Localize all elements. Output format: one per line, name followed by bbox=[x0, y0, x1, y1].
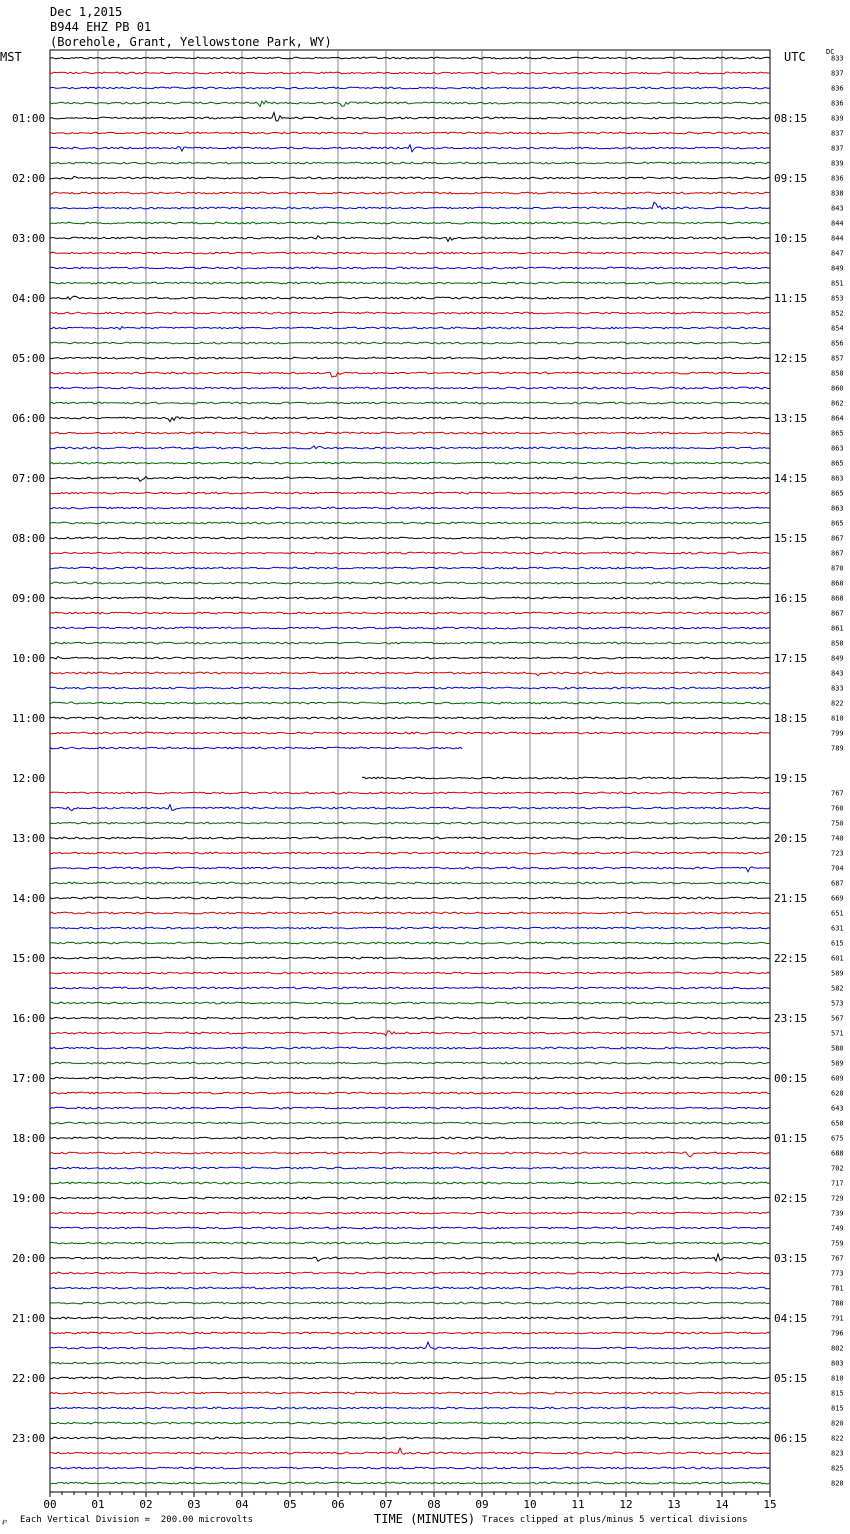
x-tick-label: 00 bbox=[43, 1498, 57, 1511]
dc-offset-label: 631 bbox=[831, 924, 844, 933]
utc-hour-label: 16:15 bbox=[774, 592, 808, 605]
utc-hour-label: 22:15 bbox=[774, 952, 808, 965]
trace-row bbox=[50, 957, 770, 959]
dc-offset-label: 863 bbox=[831, 474, 844, 483]
x-tick-label: 02 bbox=[139, 1498, 153, 1511]
dc-offset-label: 582 bbox=[831, 984, 844, 993]
trace-row bbox=[50, 702, 770, 704]
dc-offset-label: 628 bbox=[831, 1089, 844, 1098]
x-tick-label: 01 bbox=[91, 1498, 105, 1511]
utc-hour-label: 01:15 bbox=[774, 1132, 808, 1145]
utc-hour-label: 11:15 bbox=[774, 292, 808, 305]
dc-offset-label: 815 bbox=[831, 1404, 844, 1413]
mst-hour-label: 17:00 bbox=[12, 1072, 46, 1085]
trace-row bbox=[50, 792, 770, 794]
mst-hour-label: 06:00 bbox=[12, 412, 46, 425]
dc-offset-label: 849 bbox=[831, 264, 844, 273]
dc-offset-label: 651 bbox=[831, 909, 844, 918]
dc-offset-label: 609 bbox=[831, 1074, 844, 1083]
trace-row bbox=[50, 1227, 770, 1229]
dc-offset-label: 862 bbox=[831, 399, 844, 408]
trace-row bbox=[50, 477, 770, 482]
x-tick-label: 09 bbox=[475, 1498, 489, 1511]
trace-row bbox=[50, 1482, 770, 1484]
dc-offset-label: 839 bbox=[831, 114, 844, 123]
dc-offset-label: 833 bbox=[831, 54, 844, 63]
left-timezone-label: MST bbox=[0, 50, 22, 64]
trace-row bbox=[50, 327, 770, 330]
mst-hour-label: 07:00 bbox=[12, 472, 46, 485]
trace-row bbox=[50, 522, 770, 524]
mst-hour-label: 21:00 bbox=[12, 1312, 46, 1325]
trace-row bbox=[50, 1182, 770, 1184]
mst-hour-label: 18:00 bbox=[12, 1132, 46, 1145]
trace-row bbox=[50, 1152, 770, 1157]
dc-offset-label: 837 bbox=[831, 144, 844, 153]
dc-offset-label: 857 bbox=[831, 354, 844, 363]
x-tick-label: 12 bbox=[619, 1498, 633, 1511]
trace-row bbox=[50, 296, 770, 299]
trace-row bbox=[362, 777, 770, 779]
x-tick-label: 13 bbox=[667, 1498, 681, 1511]
dc-offset-label: 820 bbox=[831, 1419, 844, 1428]
dc-offset-label: 844 bbox=[831, 234, 844, 243]
trace-row bbox=[50, 987, 770, 989]
trace-row bbox=[50, 747, 462, 749]
trace-row bbox=[50, 446, 770, 449]
dc-offset-label: 799 bbox=[831, 729, 844, 738]
utc-hour-label: 23:15 bbox=[774, 1012, 808, 1025]
scale-note: Each Vertical Division = 200.00 microvolts bbox=[20, 1515, 253, 1525]
trace-row bbox=[50, 1317, 770, 1319]
trace-row bbox=[50, 1302, 770, 1304]
utc-hour-label: 21:15 bbox=[774, 892, 808, 905]
dc-offset-label: 760 bbox=[831, 804, 844, 813]
trace-row bbox=[50, 1254, 770, 1261]
plot-frame bbox=[50, 50, 770, 1492]
dc-offset-label: 854 bbox=[831, 324, 844, 333]
trace-row bbox=[50, 432, 770, 434]
mst-hour-label: 03:00 bbox=[12, 232, 46, 245]
trace-row bbox=[50, 1287, 770, 1289]
trace-row bbox=[50, 822, 770, 824]
utc-hour-label: 09:15 bbox=[774, 172, 808, 185]
trace-row bbox=[50, 101, 770, 107]
trace-row bbox=[50, 1377, 770, 1379]
trace-row bbox=[50, 1448, 770, 1454]
x-axis-label: TIME (MINUTES) bbox=[374, 1512, 476, 1526]
dc-offset-label: 589 bbox=[831, 969, 844, 978]
dc-offset-label: 836 bbox=[831, 99, 844, 108]
grid-layer bbox=[50, 50, 770, 1492]
utc-hour-label: 13:15 bbox=[774, 412, 808, 425]
trace-row bbox=[50, 1362, 770, 1364]
trace-row bbox=[50, 582, 770, 584]
utc-hour-label: 18:15 bbox=[774, 712, 808, 725]
trace-row bbox=[50, 1422, 770, 1424]
dc-offset-label: 759 bbox=[831, 1239, 844, 1248]
dc-offset-label: 865 bbox=[831, 429, 844, 438]
x-tick-label: 08 bbox=[427, 1498, 441, 1511]
trace-row bbox=[50, 642, 770, 644]
dc-offset-label: 749 bbox=[831, 1224, 844, 1233]
trace-row bbox=[50, 192, 770, 194]
trace-row bbox=[50, 1047, 770, 1049]
trace-row bbox=[50, 1212, 770, 1214]
trace-row bbox=[50, 402, 770, 404]
trace-row bbox=[50, 1122, 770, 1124]
trace-row bbox=[50, 567, 770, 569]
trace-row bbox=[50, 72, 770, 74]
utc-hour-label: 08:15 bbox=[774, 112, 808, 125]
utc-hour-label: 20:15 bbox=[774, 832, 808, 845]
dc-offset-label: 838 bbox=[831, 189, 844, 198]
x-tick-label: 06 bbox=[331, 1498, 345, 1511]
trace-row bbox=[50, 942, 770, 944]
dc-offset-label: 856 bbox=[831, 339, 844, 348]
trace-row bbox=[50, 1167, 770, 1169]
dc-offset-label: 580 bbox=[831, 1044, 844, 1053]
x-tick-label: 15 bbox=[763, 1498, 777, 1511]
trace-row bbox=[50, 267, 770, 269]
trace-row bbox=[50, 162, 770, 164]
dc-offset-label: 687 bbox=[831, 879, 844, 888]
dc-offset-label: 658 bbox=[831, 1119, 844, 1128]
dc-offset-label: 803 bbox=[831, 1359, 844, 1368]
dc-offset-label: 802 bbox=[831, 1344, 844, 1353]
trace-row bbox=[50, 462, 770, 464]
dc-offset-label: 863 bbox=[831, 444, 844, 453]
trace-row bbox=[50, 1437, 770, 1439]
dc-offset-label: 852 bbox=[831, 309, 844, 318]
mst-hour-label: 20:00 bbox=[12, 1252, 46, 1265]
trace-row bbox=[50, 236, 770, 242]
trace-row bbox=[50, 837, 770, 839]
dc-offset-label: 810 bbox=[831, 1374, 844, 1383]
dc-offset-label: 729 bbox=[831, 1194, 844, 1203]
trace-row bbox=[50, 732, 770, 734]
dc-offset-label: 833 bbox=[831, 684, 844, 693]
trace-row bbox=[50, 1407, 770, 1409]
trace-row bbox=[50, 1342, 770, 1349]
trace-row bbox=[50, 176, 770, 179]
dc-offset-label: 867 bbox=[831, 609, 844, 618]
trace-row bbox=[50, 972, 770, 974]
trace-row bbox=[50, 1137, 770, 1139]
x-tick-label: 04 bbox=[235, 1498, 249, 1511]
mst-hour-label: 11:00 bbox=[12, 712, 46, 725]
dc-header-label: DC bbox=[826, 48, 835, 56]
dc-offset-label: 843 bbox=[831, 669, 844, 678]
dc-offset-label: 767 bbox=[831, 1254, 844, 1263]
dc-offset-label: 567 bbox=[831, 1014, 844, 1023]
dc-offset-label: 669 bbox=[831, 894, 844, 903]
mst-hour-label: 10:00 bbox=[12, 652, 46, 665]
trace-row bbox=[50, 222, 770, 224]
dc-offset-label: 704 bbox=[831, 864, 844, 873]
trace-row bbox=[50, 717, 770, 719]
dc-offset-label: 868 bbox=[831, 594, 844, 603]
dc-offset-label: 601 bbox=[831, 954, 844, 963]
trace-row bbox=[50, 113, 770, 121]
x-tick-label: 11 bbox=[571, 1498, 585, 1511]
dc-offset-label: 861 bbox=[831, 624, 844, 633]
dc-offset-label: 828 bbox=[831, 1479, 844, 1488]
dc-offset-label: 825 bbox=[831, 1464, 844, 1473]
trace-row bbox=[50, 252, 770, 254]
trace-row bbox=[50, 597, 770, 599]
dc-offset-label: 858 bbox=[831, 369, 844, 378]
station-location: (Borehole, Grant, Yellowstone Park, WY) bbox=[50, 35, 332, 49]
trace-row bbox=[50, 1392, 770, 1394]
mst-hour-label: 15:00 bbox=[12, 952, 46, 965]
dc-offset-label: 615 bbox=[831, 939, 844, 948]
trace-row bbox=[50, 882, 770, 884]
utc-hour-label: 15:15 bbox=[774, 532, 808, 545]
trace-row bbox=[50, 656, 770, 659]
dc-offset-label: 867 bbox=[831, 549, 844, 558]
utc-hour-label: 17:15 bbox=[774, 652, 808, 665]
trace-row bbox=[50, 912, 770, 914]
mst-hour-label: 23:00 bbox=[12, 1432, 46, 1445]
x-tick-label: 07 bbox=[379, 1498, 393, 1511]
trace-row bbox=[50, 57, 770, 59]
dc-offset-label: 675 bbox=[831, 1134, 844, 1143]
utc-hour-label: 12:15 bbox=[774, 352, 808, 365]
dc-offset-label: 573 bbox=[831, 999, 844, 1008]
dc-offset-label: 865 bbox=[831, 459, 844, 468]
trace-row bbox=[50, 1197, 770, 1199]
dc-offset-label: 688 bbox=[831, 1149, 844, 1158]
utc-hour-label: 04:15 bbox=[774, 1312, 808, 1325]
x-tick-label: 03 bbox=[187, 1498, 201, 1511]
trace-row bbox=[50, 612, 770, 614]
clip-note: Traces clipped at plus/minus 5 vertical divisions bbox=[482, 1515, 748, 1525]
dc-offset-label: 589 bbox=[831, 1059, 844, 1068]
trace-row bbox=[50, 507, 770, 509]
trace-row bbox=[50, 202, 770, 209]
plot-date: Dec 1,2015 bbox=[50, 5, 123, 19]
mst-hour-label: 19:00 bbox=[12, 1192, 46, 1205]
dc-offset-label: 702 bbox=[831, 1164, 844, 1173]
dc-offset-label: 847 bbox=[831, 249, 844, 258]
dc-offset-label: 810 bbox=[831, 714, 844, 723]
dc-offset-label: 739 bbox=[831, 1209, 844, 1218]
dc-offset-label: 837 bbox=[831, 129, 844, 138]
mst-hour-label: 05:00 bbox=[12, 352, 46, 365]
dc-offset-label: 571 bbox=[831, 1029, 844, 1038]
x-tick-label: 05 bbox=[283, 1498, 297, 1511]
dc-offset-label: 643 bbox=[831, 1104, 844, 1113]
utc-hour-label: 03:15 bbox=[774, 1252, 808, 1265]
dc-offset-label: 791 bbox=[831, 1314, 844, 1323]
trace-row bbox=[50, 1017, 770, 1019]
dc-offset-label: 849 bbox=[831, 654, 844, 663]
dc-offset-label: 789 bbox=[831, 744, 844, 753]
dc-offset-label: 773 bbox=[831, 1269, 844, 1278]
dc-offset-label: 867 bbox=[831, 534, 844, 543]
trace-row bbox=[50, 1092, 770, 1094]
trace-row bbox=[50, 1332, 770, 1334]
trace-row bbox=[50, 1272, 770, 1274]
dc-offset-label: 836 bbox=[831, 174, 844, 183]
trace-row bbox=[50, 1467, 770, 1469]
trace-row bbox=[50, 1242, 770, 1244]
mst-hour-label: 13:00 bbox=[12, 832, 46, 845]
dc-offset-label: 865 bbox=[831, 489, 844, 498]
trace-row bbox=[50, 805, 770, 811]
dc-offset-label: 860 bbox=[831, 384, 844, 393]
label-layer bbox=[12, 55, 844, 1512]
mst-hour-label: 16:00 bbox=[12, 1012, 46, 1025]
trace-row bbox=[50, 852, 770, 854]
dc-offset-label: 843 bbox=[831, 204, 844, 213]
trace-row bbox=[50, 1031, 770, 1036]
utc-hour-label: 06:15 bbox=[774, 1432, 808, 1445]
trace-row bbox=[50, 417, 770, 422]
utc-hour-label: 00:15 bbox=[774, 1072, 808, 1085]
dc-offset-label: 823 bbox=[831, 1449, 844, 1458]
trace-row bbox=[50, 867, 770, 872]
dc-offset-label: 839 bbox=[831, 159, 844, 168]
dc-offset-label: 870 bbox=[831, 564, 844, 573]
dc-offset-label: 717 bbox=[831, 1179, 844, 1188]
dc-offset-label: 781 bbox=[831, 1284, 844, 1293]
utc-hour-label: 19:15 bbox=[774, 772, 808, 785]
x-tick-label: 14 bbox=[715, 1498, 729, 1511]
trace-row bbox=[50, 1077, 770, 1079]
dc-offset-label: 868 bbox=[831, 579, 844, 588]
dc-offset-label: 822 bbox=[831, 1434, 844, 1443]
right-timezone-label: UTC bbox=[784, 50, 806, 64]
mst-hour-label: 14:00 bbox=[12, 892, 46, 905]
dc-offset-label: 837 bbox=[831, 69, 844, 78]
trace-row bbox=[50, 87, 770, 89]
utc-hour-label: 02:15 bbox=[774, 1192, 808, 1205]
dc-offset-label: 796 bbox=[831, 1329, 844, 1338]
mst-hour-label: 04:00 bbox=[12, 292, 46, 305]
trace-row bbox=[50, 627, 770, 629]
trace-row bbox=[50, 282, 770, 284]
trace-row bbox=[50, 552, 770, 554]
trace-row bbox=[50, 1002, 770, 1004]
trace-row bbox=[50, 387, 770, 389]
utc-hour-label: 10:15 bbox=[774, 232, 808, 245]
trace-row bbox=[50, 537, 770, 539]
trace-row bbox=[50, 927, 770, 929]
trace-row bbox=[50, 687, 770, 689]
x-tick-label: 10 bbox=[523, 1498, 537, 1511]
mst-hour-label: 22:00 bbox=[12, 1372, 46, 1385]
dc-offset-label: 740 bbox=[831, 834, 844, 843]
trace-row bbox=[50, 1107, 770, 1109]
trace-row bbox=[50, 1062, 770, 1064]
dc-offset-label: 750 bbox=[831, 819, 844, 828]
trace-row bbox=[50, 492, 770, 494]
trace-row bbox=[50, 145, 770, 152]
trace-row bbox=[50, 672, 770, 676]
dc-offset-label: 844 bbox=[831, 219, 844, 228]
trace-row bbox=[50, 312, 770, 314]
dc-offset-label: 853 bbox=[831, 294, 844, 303]
mst-hour-label: 02:00 bbox=[12, 172, 46, 185]
dc-offset-label: 815 bbox=[831, 1389, 844, 1398]
dc-offset-label: 865 bbox=[831, 519, 844, 528]
utc-hour-label: 14:15 bbox=[774, 472, 808, 485]
dc-offset-label: 863 bbox=[831, 504, 844, 513]
dc-offset-label: 851 bbox=[831, 279, 844, 288]
utc-hour-label: 05:15 bbox=[774, 1372, 808, 1385]
dc-offset-label: 767 bbox=[831, 789, 844, 798]
trace-row bbox=[50, 897, 770, 899]
dc-offset-label: 822 bbox=[831, 699, 844, 708]
trace-row bbox=[50, 342, 770, 344]
dc-offset-label: 864 bbox=[831, 414, 844, 423]
trace-row bbox=[50, 357, 770, 359]
dc-offset-label: 723 bbox=[831, 849, 844, 858]
station-code: B944 EHZ PB 01 bbox=[50, 20, 152, 34]
trace-layer bbox=[50, 57, 770, 1484]
corner-mark: ℘ bbox=[2, 1517, 7, 1525]
dc-offset-label: 836 bbox=[831, 84, 844, 93]
trace-row bbox=[50, 372, 770, 377]
dc-offset-label: 788 bbox=[831, 1299, 844, 1308]
mst-hour-label: 01:00 bbox=[12, 112, 46, 125]
mst-hour-label: 09:00 bbox=[12, 592, 46, 605]
mst-hour-label: 12:00 bbox=[12, 772, 46, 785]
dc-offset-label: 858 bbox=[831, 639, 844, 648]
mst-hour-label: 08:00 bbox=[12, 532, 46, 545]
trace-row bbox=[50, 132, 770, 134]
